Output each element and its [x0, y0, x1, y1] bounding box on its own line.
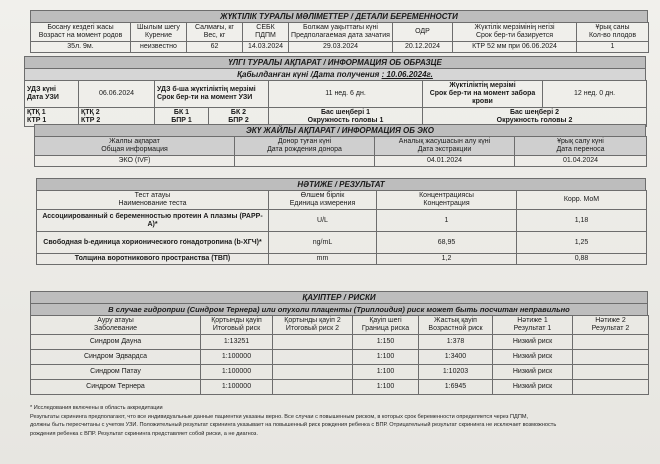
risk-result2 — [573, 335, 649, 350]
pregnancy-value-row — [31, 42, 649, 53]
eco-value-row — [35, 156, 647, 167]
results-header-row — [37, 191, 647, 210]
footnote-line-3: должны быть пересчитаны с учетом УЗИ. Положительный результат скрининга указывает на повышенный риск рождения ребенка с ВПР. Отрицательный результат скрининга не исключает возможность — [30, 422, 557, 428]
eco-header-donor: Донор туған күні Дата рождения донора — [235, 137, 375, 156]
risk-result1: Низкий риск — [493, 335, 573, 350]
footnote-line-4: рождения ребенка с ВПР. Результат скрининга представляет собой риски, а не диагноз. — [30, 430, 258, 437]
risk-header-result1: Нәтиже 1 Результат 1 — [493, 316, 573, 335]
risk-header-result2: Нәтиже 2 Результат 2 — [573, 316, 649, 335]
header-weight: Салмағы, кг Вес, кг — [187, 23, 243, 42]
footnote — [30, 404, 648, 438]
eco-donor — [235, 156, 375, 167]
risk-header-final: Қортынды қауіп Итоговый риск — [201, 316, 273, 335]
eco-header-extraction: Аналық жасушасын алу күні Дата экстракции — [375, 137, 515, 156]
risks-section — [30, 291, 648, 395]
result-conc: 68,95 — [377, 232, 517, 254]
eco-title: ЭКҮ ЖАЙЛЫ АҚПАРАТ / ИНФОРМАЦИЯ ОБ ЭКО — [34, 124, 646, 136]
header-smoking: Шылым шегу Курение — [131, 23, 187, 42]
sample-received — [24, 68, 646, 80]
result-conc: 1,2 — [377, 254, 517, 265]
risk-final2 — [273, 335, 353, 350]
risk-header-final2: Қортынды қауіп 2 Итоговый риск 2 — [273, 316, 353, 335]
results-row — [37, 210, 647, 232]
risk-disease: Синдром Дауна — [31, 335, 201, 350]
results-title: НӘТИЖЕ / РЕЗУЛЬТАТ — [36, 178, 646, 190]
value-fetus-count: 1 — [577, 42, 649, 53]
results-section — [36, 178, 646, 265]
eco-table — [34, 136, 647, 167]
sample-title: ҮЛГІ ТУРАЛЫ АҚПАРАТ / ИНФОРМАЦИЯ ОБ ОБРАЗЦЕ — [24, 56, 646, 68]
risk-final2 — [273, 350, 353, 365]
risk-header-limit: Қауіп шегі Граница риска — [353, 316, 419, 335]
risk-result1: Низкий риск — [493, 365, 573, 380]
bpr2-label: БК 2 БПР 2 — [209, 108, 269, 127]
pregnancy-section — [30, 10, 648, 53]
sample-row-1 — [25, 81, 647, 108]
result-conc: 1 — [377, 210, 517, 232]
value-edd: 20.12.2024 — [393, 42, 453, 53]
eco-header-row — [35, 137, 647, 156]
risk-disease: Синдром Тернера — [31, 380, 201, 395]
value-term-basis: КТР 52 мм при 06.06.2024 — [453, 42, 577, 53]
uzi-term-label: УДЗ б-ша жүктіліктің мерзімі Срок бер-ти на момент УЗИ — [155, 81, 269, 108]
header-term-basis: Жүктілік мерзімінің негізі Срок бер-ти базируется — [453, 23, 577, 42]
result-unit: mm — [269, 254, 377, 265]
results-header-test: Тест атауы Наименование теста — [37, 191, 269, 210]
eco-general: ЭКО (IVF) — [35, 156, 235, 167]
uzi-date: 06.06.2024 — [79, 81, 155, 108]
result-name: Ассоциированный с беременностью протеин А плазмы (PAPP-A)* — [37, 210, 269, 232]
risk-result1: Низкий риск — [493, 350, 573, 365]
value-weight: 62 — [187, 42, 243, 53]
value-conception: 29.03.2024 — [289, 42, 393, 53]
blood-term-label: Жүктіліктің мерзімі Срок бер-ти на момент забора крови — [423, 81, 543, 108]
result-mom: 0,88 — [517, 254, 647, 265]
sample-section — [24, 56, 646, 127]
header-conception: Болжам уақыттағы күні Предполагаемая дата зачатия — [289, 23, 393, 42]
risk-age: 1:378 — [419, 335, 493, 350]
results-header-unit: Өлшем бірлік Единица измерения — [269, 191, 377, 210]
risk-header-disease: Ауру атауы Заболевание — [31, 316, 201, 335]
received-date: : 10.06.2024г. — [381, 70, 433, 79]
result-unit: ng/mL — [269, 232, 377, 254]
results-row — [37, 232, 647, 254]
risk-limit: 1:100 — [353, 365, 419, 380]
eco-section — [34, 124, 646, 167]
uzi-term: 11 нед. 6 дн. — [269, 81, 423, 108]
eco-extraction: 04.01.2024 — [375, 156, 515, 167]
pregnancy-header-row — [31, 23, 649, 42]
results-table — [36, 190, 647, 265]
risk-final: 1:13251 — [201, 335, 273, 350]
head-circ-1-label: Бас шеңбері 1 Окружность головы 1 — [269, 108, 423, 127]
result-name: Свободная b-единица хорионического гонадотропина (b-ХГЧ)* — [37, 232, 269, 254]
result-unit: U/L — [269, 210, 377, 232]
results-header-conc: Концентрациясы Концентрация — [377, 191, 517, 210]
risks-subtitle: В случае гидроприи (Синдром Тернера) или опухоли плаценты (Триплоидия) риск может быть посчитан неправильно — [30, 303, 648, 315]
risks-table — [30, 315, 649, 395]
eco-header-transfer: Ұрық салу күні Дата переноса — [515, 137, 647, 156]
risk-limit: 1:150 — [353, 335, 419, 350]
risk-age: 1:6945 — [419, 380, 493, 395]
risk-final: 1:100000 — [201, 350, 273, 365]
risks-title: ҚАУІПТЕР / РИСКИ — [30, 291, 648, 303]
result-mom: 1,25 — [517, 232, 647, 254]
received-label: Қабылданған күні /Дата получения — [237, 70, 380, 79]
risk-final2 — [273, 380, 353, 395]
header-fetus-count: Ұрық саны Кол-во плодов — [577, 23, 649, 42]
risk-disease: Синдром Патау — [31, 365, 201, 380]
header-lmp: СЕБК ПДПМ — [243, 23, 289, 42]
eco-header-general: Жалпы ақпарат Общая информация — [35, 137, 235, 156]
risk-result1: Низкий риск — [493, 380, 573, 395]
value-lmp: 14.03.2024 — [243, 42, 289, 53]
pregnancy-table — [30, 22, 649, 53]
value-age: 35л. 9м. — [31, 42, 131, 53]
results-row — [37, 254, 647, 265]
footnote-line-2: Результаты скрининга предполагают, что все индивидуальные данные пациентки указаны верно. Все случаи с повышенным риском, в которых срок беременности определяется через ПДПМ, — [30, 413, 529, 420]
blood-term: 12 нед. 0 дн. — [543, 81, 647, 108]
risk-limit: 1:100 — [353, 350, 419, 365]
risk-row — [31, 335, 649, 350]
risk-disease: Синдром Эдвардса — [31, 350, 201, 365]
results-header-mom: Корр. МоМ — [517, 191, 647, 210]
risk-final: 1:100000 — [201, 380, 273, 395]
head-circ-2-label: Бас шеңбері 2 Окружность головы 2 — [423, 108, 647, 127]
risk-result2 — [573, 380, 649, 395]
risk-row — [31, 365, 649, 380]
result-name: Толщина воротникового пространства (ТВП) — [37, 254, 269, 265]
risk-result2 — [573, 350, 649, 365]
risk-final: 1:100000 — [201, 365, 273, 380]
risk-row — [31, 350, 649, 365]
ktr2-label: ҚТҚ 2 КТР 2 — [79, 108, 155, 127]
uzi-date-label: УДЗ күні Дата УЗИ — [25, 81, 79, 108]
bpr1-label: БК 1 БПР 1 — [155, 108, 209, 127]
risk-header-age: Жастық қауіп Возрастной риск — [419, 316, 493, 335]
result-mom: 1,18 — [517, 210, 647, 232]
eco-transfer: 01.04.2024 — [515, 156, 647, 167]
value-smoking: неизвестно — [131, 42, 187, 53]
risk-row — [31, 380, 649, 395]
pregnancy-title: ЖҮКТІЛІК ТУРАЛЫ МӘЛІМЕТТЕР / ДЕТАЛИ БЕРЕМЕННОСТИ — [30, 10, 648, 22]
risk-limit: 1:100 — [353, 380, 419, 395]
footnote-line-1: * Исследования включены в область аккредитации — [30, 405, 163, 411]
risk-result2 — [573, 365, 649, 380]
risk-final2 — [273, 365, 353, 380]
risk-age: 1:10203 — [419, 365, 493, 380]
header-age: Босану кездегі жасы Возраст на момент родов — [31, 23, 131, 42]
sample-table — [24, 80, 647, 127]
header-edd: ОДР — [393, 23, 453, 42]
ktr1-label: ҚТҚ 1 КТР 1 — [25, 108, 79, 127]
risks-header-row — [31, 316, 649, 335]
risk-age: 1:3400 — [419, 350, 493, 365]
